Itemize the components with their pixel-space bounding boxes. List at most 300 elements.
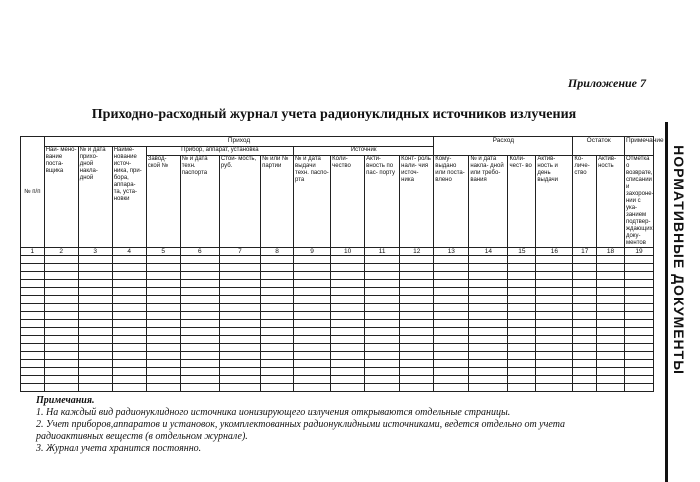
table-cell <box>536 344 573 352</box>
table-cell <box>44 280 78 288</box>
table-cell <box>21 272 45 280</box>
table-cell <box>573 288 597 296</box>
table-row <box>21 296 654 304</box>
table-cell <box>146 384 180 392</box>
table-cell <box>146 360 180 368</box>
table-cell <box>294 304 331 312</box>
table-cell <box>400 312 434 320</box>
table-cell <box>573 312 597 320</box>
table-cell <box>434 272 469 280</box>
table-cell <box>261 352 294 360</box>
table-cell <box>469 288 508 296</box>
column-header-2: Наи- мено- вание поста- вщика <box>44 147 78 248</box>
table-cell <box>261 336 294 344</box>
table-row <box>21 344 654 352</box>
table-cell <box>219 368 260 376</box>
table-cell <box>508 264 536 272</box>
table-cell <box>365 296 400 304</box>
note-line: 1. На каждый вид радионуклидного источника ионизирующего излучения открываются отдельные страницы. <box>36 407 511 418</box>
table-cell <box>597 256 625 264</box>
table-cell <box>624 304 653 312</box>
column-number: 15 <box>508 248 536 256</box>
table-cell <box>400 304 434 312</box>
table-cell <box>597 384 625 392</box>
column-header-4: Наиме- нование источ- ника, при- бора, аппара- та, уста- новки <box>112 147 146 248</box>
table-cell <box>469 256 508 264</box>
table-cell <box>146 344 180 352</box>
table-cell <box>331 296 365 304</box>
table-cell <box>597 344 625 352</box>
table-row <box>21 376 654 384</box>
table-cell <box>180 368 219 376</box>
table-cell <box>331 264 365 272</box>
table-cell <box>261 304 294 312</box>
table-cell <box>400 328 434 336</box>
table-cell <box>469 328 508 336</box>
table-cell <box>331 320 365 328</box>
table-row <box>21 264 654 272</box>
table-cell <box>573 320 597 328</box>
table-cell <box>44 272 78 280</box>
table-cell <box>294 368 331 376</box>
table-cell <box>294 360 331 368</box>
table-cell <box>219 376 260 384</box>
table-row <box>21 360 654 368</box>
table-cell <box>219 296 260 304</box>
table-cell <box>294 344 331 352</box>
table-cell <box>44 328 78 336</box>
table-cell <box>261 384 294 392</box>
table-cell <box>78 256 112 264</box>
column-header-17: Ко- личе- ство <box>573 156 597 248</box>
table-cell <box>294 384 331 392</box>
table-cell <box>180 304 219 312</box>
table-cell <box>112 288 146 296</box>
table-cell <box>469 376 508 384</box>
table-cell <box>112 304 146 312</box>
table-cell <box>180 256 219 264</box>
table-cell <box>597 328 625 336</box>
table-cell <box>573 256 597 264</box>
table-cell <box>400 288 434 296</box>
table-cell <box>365 336 400 344</box>
table-cell <box>508 368 536 376</box>
table-cell <box>331 328 365 336</box>
column-header-5: Завод- ской № <box>146 156 180 248</box>
column-number: 19 <box>624 248 653 256</box>
table-cell <box>21 320 45 328</box>
table-row <box>21 352 654 360</box>
column-number: 14 <box>469 248 508 256</box>
column-number: 8 <box>261 248 294 256</box>
table-cell <box>294 272 331 280</box>
table-cell <box>261 312 294 320</box>
table-cell <box>21 360 45 368</box>
table-cell <box>78 344 112 352</box>
table-cell <box>146 304 180 312</box>
table-cell <box>44 368 78 376</box>
table-cell <box>219 344 260 352</box>
table-cell <box>146 280 180 288</box>
table-cell <box>508 256 536 264</box>
table-cell <box>219 384 260 392</box>
table-cell <box>469 336 508 344</box>
column-number: 16 <box>536 248 573 256</box>
table-cell <box>434 336 469 344</box>
table-cell <box>112 368 146 376</box>
table-cell <box>331 360 365 368</box>
table-cell <box>44 360 78 368</box>
table-cell <box>400 264 434 272</box>
table-row <box>21 312 654 320</box>
table-cell <box>112 312 146 320</box>
table-row <box>21 256 654 264</box>
table-cell <box>146 336 180 344</box>
journal-table <box>20 136 664 392</box>
table-cell <box>365 352 400 360</box>
table-cell <box>44 344 78 352</box>
table-cell <box>180 272 219 280</box>
table-cell <box>112 328 146 336</box>
table-cell <box>508 280 536 288</box>
table-cell <box>44 312 78 320</box>
table-cell <box>365 288 400 296</box>
table-cell <box>219 328 260 336</box>
column-header-11: Акти- вность по пас- порту <box>365 156 400 248</box>
side-divider <box>665 122 668 482</box>
table-cell <box>294 376 331 384</box>
table-cell <box>180 344 219 352</box>
table-cell <box>261 272 294 280</box>
table-cell <box>469 384 508 392</box>
side-section-label: НОРМАТИВНЫЕ ДОКУМЕНТЫ <box>671 145 687 375</box>
group-header-expense: Расход <box>434 137 573 156</box>
table-cell <box>536 352 573 360</box>
table-cell <box>180 328 219 336</box>
table-cell <box>294 352 331 360</box>
table-cell <box>365 360 400 368</box>
table-cell <box>261 296 294 304</box>
table-cell <box>624 288 653 296</box>
table-cell <box>597 368 625 376</box>
table-cell <box>573 296 597 304</box>
table-cell <box>434 256 469 264</box>
table-cell <box>219 272 260 280</box>
table-cell <box>624 272 653 280</box>
table-cell <box>180 264 219 272</box>
table-cell <box>434 344 469 352</box>
document-title: Приходно-расходный журнал учета радионуклидных источников излучения <box>91 107 577 122</box>
table-cell <box>624 376 653 384</box>
table-row <box>21 272 654 280</box>
table-cell <box>78 376 112 384</box>
table-cell <box>21 304 45 312</box>
table-cell <box>597 264 625 272</box>
table-cell <box>434 264 469 272</box>
table-cell <box>78 288 112 296</box>
table-cell <box>180 384 219 392</box>
table-cell <box>112 376 146 384</box>
table-cell <box>331 288 365 296</box>
table-cell <box>469 368 508 376</box>
column-number: 13 <box>434 248 469 256</box>
table-cell <box>180 296 219 304</box>
table-cell <box>146 264 180 272</box>
column-number: 17 <box>573 248 597 256</box>
table-row <box>21 304 654 312</box>
table-cell <box>365 264 400 272</box>
table-cell <box>508 320 536 328</box>
table-cell <box>469 280 508 288</box>
table-cell <box>78 280 112 288</box>
table-cell <box>78 368 112 376</box>
table-cell <box>400 256 434 264</box>
column-header-19: Отметка о возврате, списании и захороне- нии с ука- занием подтвер- ждающих доку- ментов <box>625 156 654 246</box>
table-cell <box>219 320 260 328</box>
table-cell <box>624 320 653 328</box>
column-header-1: № п/п <box>21 137 45 248</box>
table-cell <box>434 384 469 392</box>
table-cell <box>365 304 400 312</box>
table-cell <box>400 376 434 384</box>
table-cell <box>146 320 180 328</box>
table-cell <box>112 320 146 328</box>
table-cell <box>469 320 508 328</box>
table-cell <box>434 312 469 320</box>
table-cell <box>21 256 45 264</box>
table-cell <box>78 320 112 328</box>
table-cell <box>180 312 219 320</box>
table-cell <box>434 288 469 296</box>
table-cell <box>536 280 573 288</box>
table-cell <box>44 288 78 296</box>
table-cell <box>573 280 597 288</box>
table-cell <box>469 360 508 368</box>
subgroup-header-source: Источник <box>294 147 434 156</box>
note-line: радиоактивных веществ (в отдельном журнале). <box>36 431 248 442</box>
table-cell <box>573 328 597 336</box>
table-row <box>21 384 654 392</box>
table-cell <box>331 272 365 280</box>
table-cell <box>469 272 508 280</box>
table-row <box>21 320 654 328</box>
table-cell <box>508 384 536 392</box>
table-cell <box>536 368 573 376</box>
table-cell <box>219 264 260 272</box>
table-cell <box>180 288 219 296</box>
column-header-7: Стои- мость, руб. <box>219 156 260 248</box>
table-cell <box>365 328 400 336</box>
table-cell <box>597 296 625 304</box>
column-header-8: № или № партии <box>261 156 294 248</box>
table-cell <box>400 368 434 376</box>
column-header-10: Коли- чество <box>331 156 365 248</box>
table-cell <box>112 272 146 280</box>
table-cell <box>331 256 365 264</box>
column-number: 2 <box>44 248 78 256</box>
table-cell <box>434 328 469 336</box>
table-cell <box>219 360 260 368</box>
table-cell <box>597 304 625 312</box>
table-cell <box>331 344 365 352</box>
table-cell <box>146 288 180 296</box>
table-cell <box>508 360 536 368</box>
table-cell <box>573 264 597 272</box>
table-cell <box>294 280 331 288</box>
table-cell <box>112 360 146 368</box>
table-cell <box>331 336 365 344</box>
table-cell <box>624 336 653 344</box>
table-cell <box>294 320 331 328</box>
table-cell <box>44 256 78 264</box>
table-cell <box>400 272 434 280</box>
table-cell <box>294 296 331 304</box>
column-number: 7 <box>219 248 260 256</box>
table-cell <box>78 264 112 272</box>
table-cell <box>21 264 45 272</box>
table-cell <box>78 296 112 304</box>
column-number: 9 <box>294 248 331 256</box>
table-cell <box>469 344 508 352</box>
table-cell <box>508 288 536 296</box>
column-header-18: Актив- ность <box>597 156 625 248</box>
table-cell <box>21 280 45 288</box>
table-cell <box>261 256 294 264</box>
table-cell <box>365 272 400 280</box>
table-cell <box>508 328 536 336</box>
table-cell <box>434 360 469 368</box>
table-cell <box>624 384 653 392</box>
table-cell <box>434 368 469 376</box>
table-cell <box>365 256 400 264</box>
table-cell <box>146 256 180 264</box>
column-number-row <box>21 248 654 256</box>
table-cell <box>573 272 597 280</box>
table-cell <box>294 256 331 264</box>
table-row <box>21 336 654 344</box>
table-cell <box>624 312 653 320</box>
table-cell <box>469 296 508 304</box>
table-cell <box>597 272 625 280</box>
table-cell <box>44 384 78 392</box>
table-cell <box>21 352 45 360</box>
table-cell <box>508 304 536 312</box>
table-cell <box>536 360 573 368</box>
column-header-14: № и дата накла- дной или требо- вания <box>469 156 508 248</box>
table-cell <box>112 280 146 288</box>
table-cell <box>536 336 573 344</box>
table-cell <box>536 376 573 384</box>
table-cell <box>261 360 294 368</box>
table-cell <box>331 384 365 392</box>
table-cell <box>365 368 400 376</box>
table-cell <box>573 344 597 352</box>
table-cell <box>261 376 294 384</box>
column-number: 18 <box>597 248 625 256</box>
table-cell <box>331 304 365 312</box>
table-cell <box>44 264 78 272</box>
table-cell <box>78 384 112 392</box>
table-cell <box>536 288 573 296</box>
notes-title: Примечания. <box>36 395 95 406</box>
table-cell <box>180 336 219 344</box>
table-cell <box>536 264 573 272</box>
appendix-label: Приложение 7 <box>567 76 646 90</box>
table-cell <box>21 376 45 384</box>
table-cell <box>180 320 219 328</box>
table-cell <box>469 264 508 272</box>
table-cell <box>400 296 434 304</box>
table-cell <box>21 312 45 320</box>
group-header-balance: Остаток <box>573 137 625 156</box>
column-number: 11 <box>365 248 400 256</box>
table-cell <box>112 256 146 264</box>
column-header-6: № и дата техн. паспорта <box>180 156 219 248</box>
table-cell <box>331 376 365 384</box>
table-cell <box>146 272 180 280</box>
table-cell <box>331 368 365 376</box>
table-cell <box>146 352 180 360</box>
table-cell <box>508 344 536 352</box>
column-number: 12 <box>400 248 434 256</box>
table-cell <box>573 376 597 384</box>
table-cell <box>573 360 597 368</box>
table-cell <box>146 328 180 336</box>
table-cell <box>112 264 146 272</box>
table-cell <box>624 360 653 368</box>
table-cell <box>21 336 45 344</box>
table-cell <box>400 344 434 352</box>
table-cell <box>219 352 260 360</box>
table-cell <box>400 336 434 344</box>
table-row <box>21 288 654 296</box>
table-cell <box>44 304 78 312</box>
table-cell <box>469 352 508 360</box>
table-cell <box>508 272 536 280</box>
table-cell <box>536 256 573 264</box>
table-cell <box>597 312 625 320</box>
table-cell <box>112 344 146 352</box>
table-cell <box>597 280 625 288</box>
table-cell <box>434 296 469 304</box>
table-cell <box>112 336 146 344</box>
table-cell <box>78 312 112 320</box>
table-cell <box>400 384 434 392</box>
table-cell <box>294 288 331 296</box>
table-cell <box>597 352 625 360</box>
table-row <box>21 280 654 288</box>
table-cell <box>21 288 45 296</box>
table-cell <box>261 368 294 376</box>
table-cell <box>434 376 469 384</box>
table-cell <box>365 376 400 384</box>
table-cell <box>624 280 653 288</box>
column-number: 1 <box>21 248 45 256</box>
column-number: 6 <box>180 248 219 256</box>
column-number: 10 <box>331 248 365 256</box>
table-cell <box>536 312 573 320</box>
group-header-income: Приход <box>44 137 434 147</box>
table-cell <box>365 312 400 320</box>
table-cell <box>597 288 625 296</box>
table-cell <box>400 280 434 288</box>
table-cell <box>219 288 260 296</box>
table-cell <box>508 352 536 360</box>
table-cell <box>624 344 653 352</box>
table-cell <box>146 368 180 376</box>
table-cell <box>219 304 260 312</box>
table-cell <box>624 296 653 304</box>
